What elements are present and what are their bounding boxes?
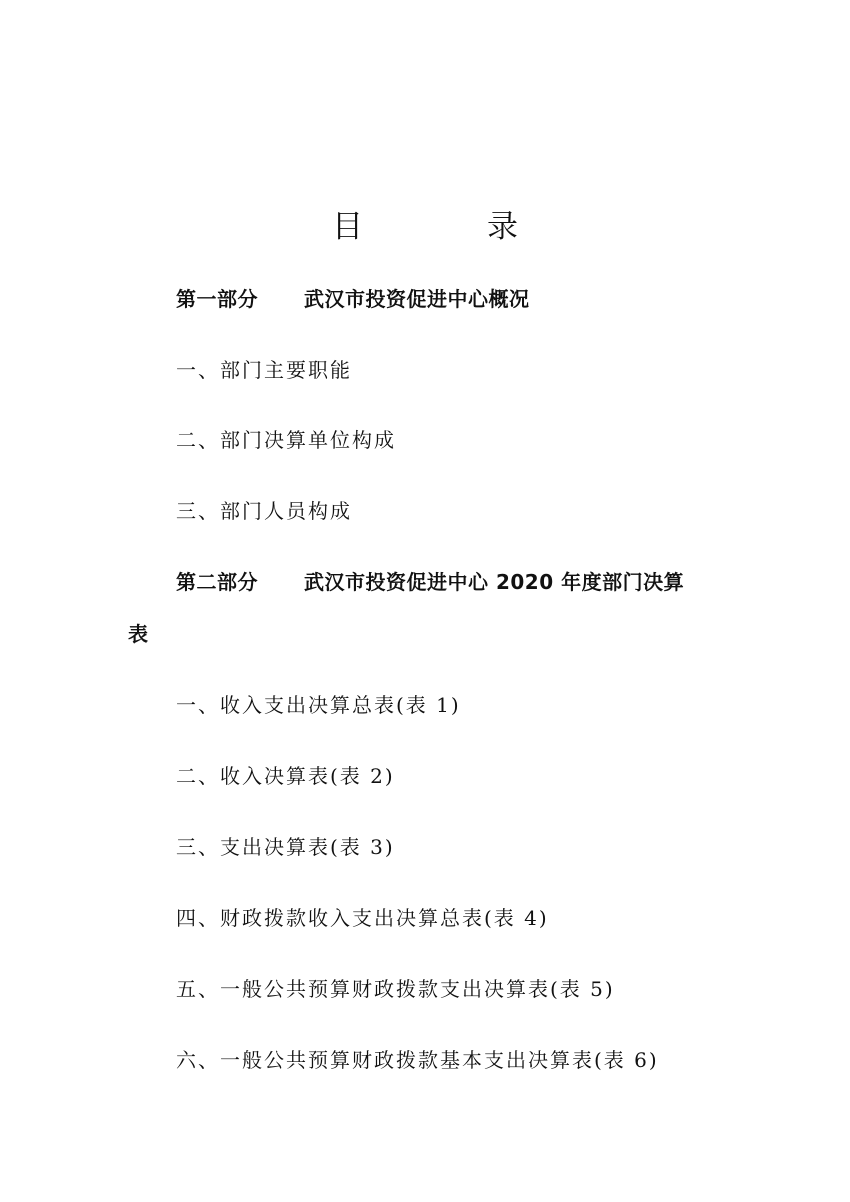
toc-item-part2-5: 五、一般公共预算财政拨款支出决算表(表 5) (176, 977, 615, 1001)
part1-title: 武汉市投资促进中心概况 (304, 287, 530, 311)
toc-item-part2-6: 六、一般公共预算财政拨款基本支出决算表(表 6) (176, 1048, 659, 1072)
toc-item-part2-2: 二、收入决算表(表 2) (176, 764, 395, 788)
toc-item-part2-3: 三、支出决算表(表 3) (176, 835, 395, 859)
page-title (0, 203, 850, 251)
toc-item-part1-3: 三、部门人员构成 (176, 499, 352, 523)
part2-heading (176, 567, 684, 597)
toc-item-part1-2: 二、部门决算单位构成 (176, 428, 396, 452)
toc-item-part1-1: 一、部门主要职能 (176, 358, 352, 382)
part1-heading (176, 284, 530, 314)
toc-item-part2-1: 一、收入支出决算总表(表 1) (176, 693, 461, 717)
part2-title-line1: 武汉市投资促进中心 2020 年度部门决算 (304, 570, 685, 594)
toc-item-part2-4: 四、财政拨款收入支出决算总表(表 4) (176, 906, 549, 930)
title-char-1: 目 (332, 209, 363, 245)
part2-title-line2: 表 (128, 622, 149, 646)
part2-label: 第二部分 (176, 570, 258, 594)
title-char-2: 录 (487, 209, 518, 245)
part1-label: 第一部分 (176, 287, 258, 311)
